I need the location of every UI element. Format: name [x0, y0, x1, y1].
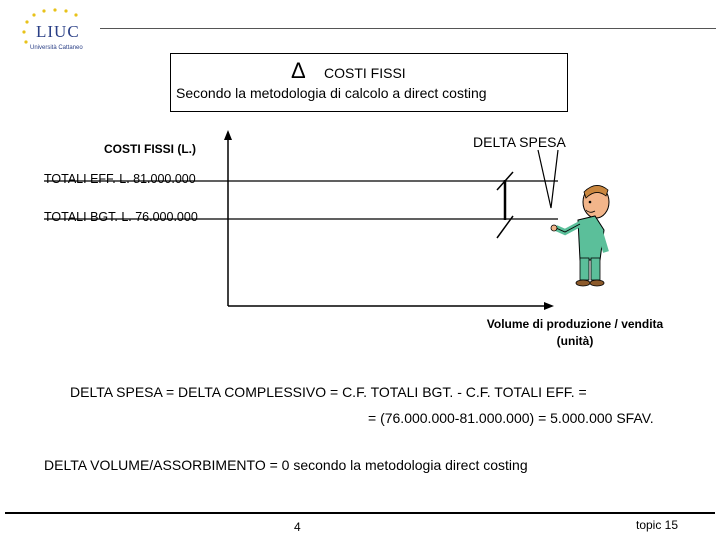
equation-line-2: = (76.000.000-81.000.000) = 5.000.000 SFAV.	[368, 410, 654, 426]
delta-callout-pointer	[538, 150, 558, 208]
bottom-divider	[5, 512, 715, 514]
y-axis-arrow	[224, 130, 232, 140]
x-axis-label: Volume di produzione / vendita	[486, 317, 664, 331]
volume-note: DELTA VOLUME/ASSORBIMENTO = 0 secondo la metodologia direct costing	[44, 457, 528, 473]
page-number: 4	[294, 520, 301, 534]
totali-eff-label: TOTALI EFF. L. 81.000.000	[44, 172, 196, 186]
logo-subtitle: Università Cattaneo	[30, 45, 83, 51]
equation-line-1: DELTA SPESA = DELTA COMPLESSIVO = C.F. TOTALI BGT. - C.F. TOTALI EFF. =	[70, 384, 587, 400]
topic-label: topic 15	[636, 518, 679, 532]
delta-spesa-label: DELTA SPESA	[473, 134, 566, 150]
y-axis-label: COSTI FISSI (L.)	[104, 142, 196, 156]
title-line-1: COSTI FISSI	[324, 65, 406, 81]
x-axis-unit: (unità)	[556, 334, 594, 348]
x-axis-arrow	[544, 302, 554, 310]
logo-name: LIUC	[36, 22, 80, 41]
title-line-2: Secondo la metodologia di calcolo a direct costing	[176, 85, 487, 101]
pointing-man-icon	[551, 185, 609, 286]
totali-bgt-label: TOTALI BGT. L. 76.000.000	[44, 210, 198, 224]
delta-icon: Δ	[291, 58, 306, 83]
